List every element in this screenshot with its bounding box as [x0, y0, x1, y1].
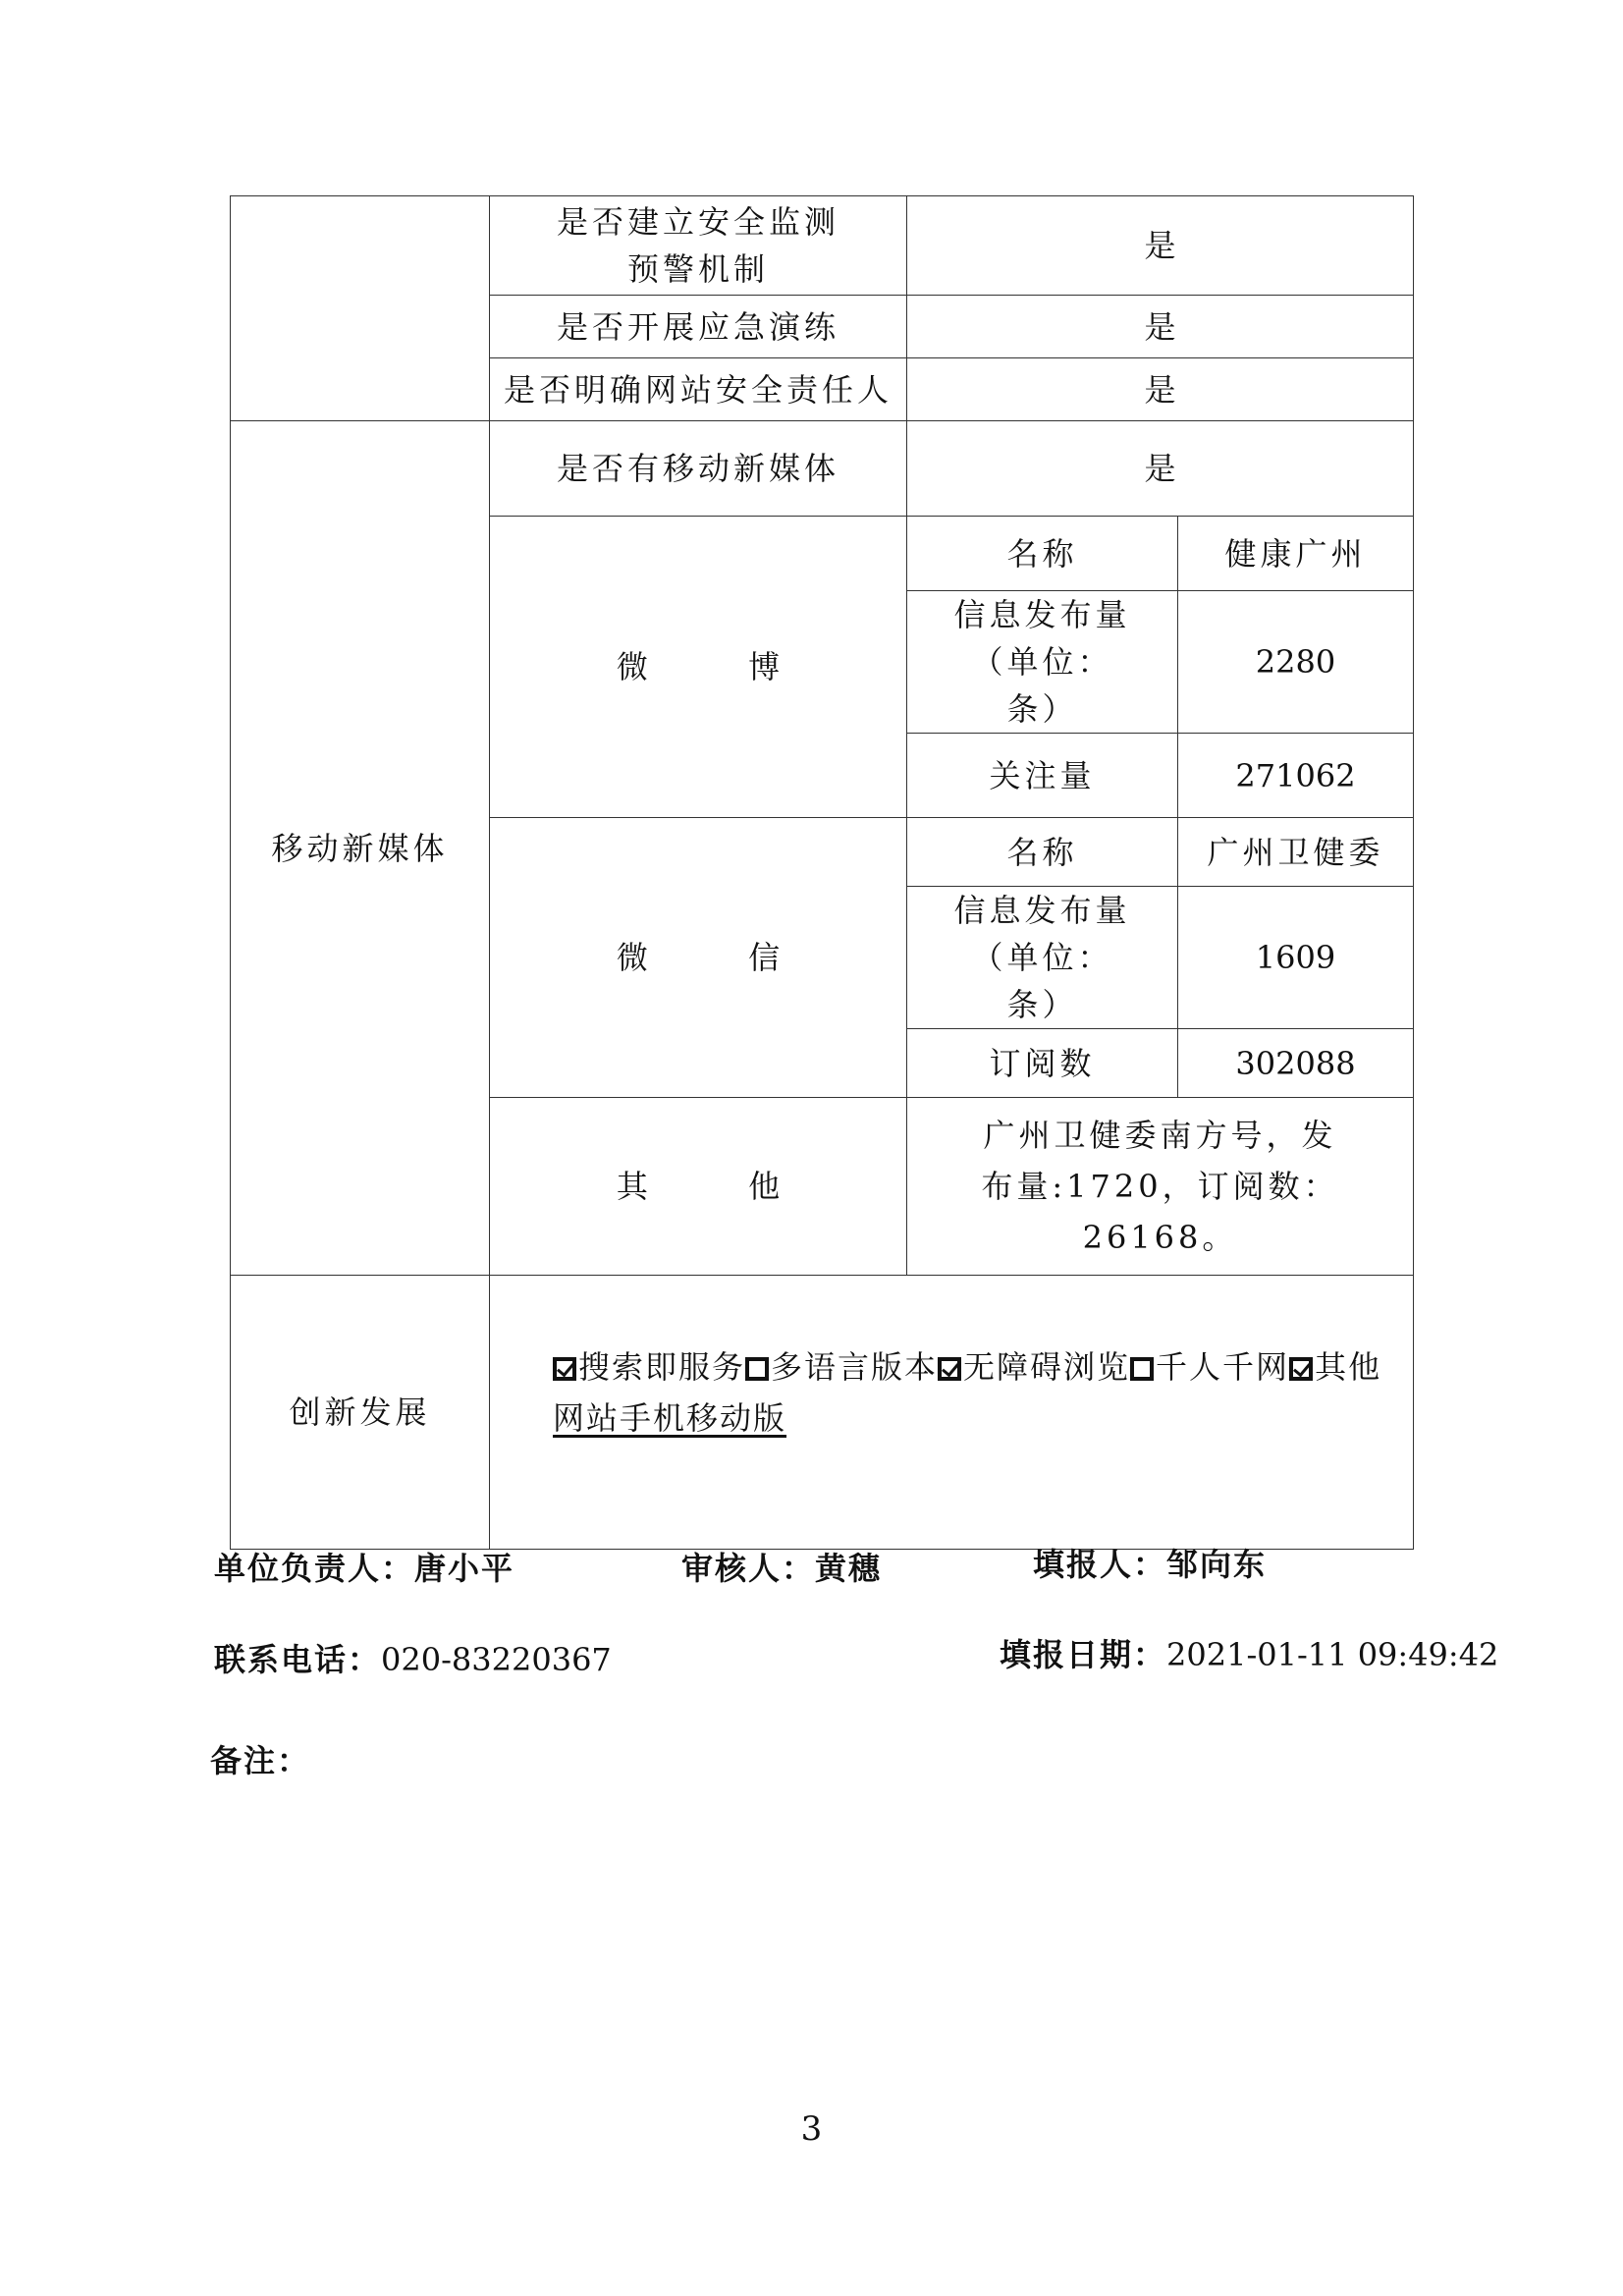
checkbox-search-service[interactable] [553, 1357, 576, 1381]
security-section-cell [231, 196, 490, 421]
weibo-label: 微 博 [490, 517, 907, 818]
option-personalized: 千人千网 [1156, 1348, 1290, 1386]
other-label: 其 他 [490, 1098, 907, 1276]
monitoring-value: 是 [907, 196, 1414, 296]
checkbox-personalized[interactable] [1130, 1357, 1154, 1381]
has-media-value: 是 [907, 421, 1414, 517]
monitoring-label: 是否建立安全监测预警机制 [490, 196, 907, 296]
date-label: 填报日期： [1000, 1636, 1167, 1673]
innovation-options-line [553, 1341, 1393, 1393]
reviewer-line [681, 1544, 882, 1589]
filler-value: 邹向东 [1166, 1546, 1268, 1583]
wechat-posts-label: 信息发布量（单位：条） [907, 887, 1178, 1029]
unit-head-value: 唐小平 [414, 1550, 515, 1587]
phone-value: 020-83220367 [381, 1641, 612, 1678]
responsible-value: 是 [907, 358, 1414, 421]
wechat-posts-value: 1609 [1178, 887, 1414, 1029]
responsible-label: 是否明确网站安全责任人 [490, 358, 907, 421]
checkbox-other[interactable] [1289, 1357, 1313, 1381]
weibo-name-value: 健康广州 [1178, 517, 1414, 591]
weibo-name-label: 名称 [907, 517, 1178, 591]
unit-head-line [214, 1544, 514, 1589]
date-line [1000, 1630, 1498, 1675]
drill-value: 是 [907, 296, 1414, 358]
weibo-posts-value: 2280 [1178, 591, 1414, 734]
option-multilingual: 多语言版本 [771, 1348, 939, 1386]
innovation-label: 创新发展 [231, 1276, 490, 1550]
phone-label: 联系电话： [214, 1641, 382, 1678]
report-table [230, 195, 1414, 1550]
remarks-line [210, 1736, 310, 1781]
other-value: 广州卫健委南方号，发布量:1720，订阅数：26168。 [907, 1098, 1414, 1276]
phone-line [214, 1635, 612, 1680]
filler-label: 填报人： [1033, 1546, 1167, 1583]
innovation-other-text: 网站手机移动版 [553, 1399, 787, 1437]
filler-line [1033, 1540, 1267, 1585]
table-row [231, 1276, 1414, 1550]
table-row [231, 421, 1414, 517]
option-accessibility: 无障碍浏览 [963, 1348, 1131, 1386]
remarks-label: 备注： [210, 1742, 311, 1779]
wechat-subs-value: 302088 [1178, 1029, 1414, 1098]
weibo-followers-value: 271062 [1178, 734, 1414, 818]
has-media-label: 是否有移动新媒体 [490, 421, 907, 517]
media-section-label: 移动新媒体 [231, 421, 490, 1276]
page-number: 3 [800, 2109, 823, 2149]
wechat-name-label: 名称 [907, 818, 1178, 887]
checkbox-multilingual[interactable] [745, 1357, 769, 1381]
option-search-service: 搜索即服务 [578, 1348, 746, 1386]
unit-head-label: 单位负责人： [214, 1550, 415, 1587]
checkbox-accessibility[interactable] [938, 1357, 961, 1381]
table-row [231, 196, 1414, 296]
wechat-subs-label: 订阅数 [907, 1029, 1178, 1098]
weibo-posts-label: 信息发布量（单位：条） [907, 591, 1178, 734]
date-value: 2021-01-11 09:49:42 [1166, 1636, 1499, 1673]
weibo-followers-label: 关注量 [907, 734, 1178, 818]
wechat-label: 微 信 [490, 818, 907, 1098]
reviewer-label: 审核人： [681, 1550, 816, 1587]
innovation-options [490, 1276, 1414, 1550]
reviewer-value: 黄穗 [815, 1550, 883, 1587]
wechat-name-value: 广州卫健委 [1178, 818, 1414, 887]
option-other: 其他 [1315, 1348, 1382, 1386]
drill-label: 是否开展应急演练 [490, 296, 907, 358]
